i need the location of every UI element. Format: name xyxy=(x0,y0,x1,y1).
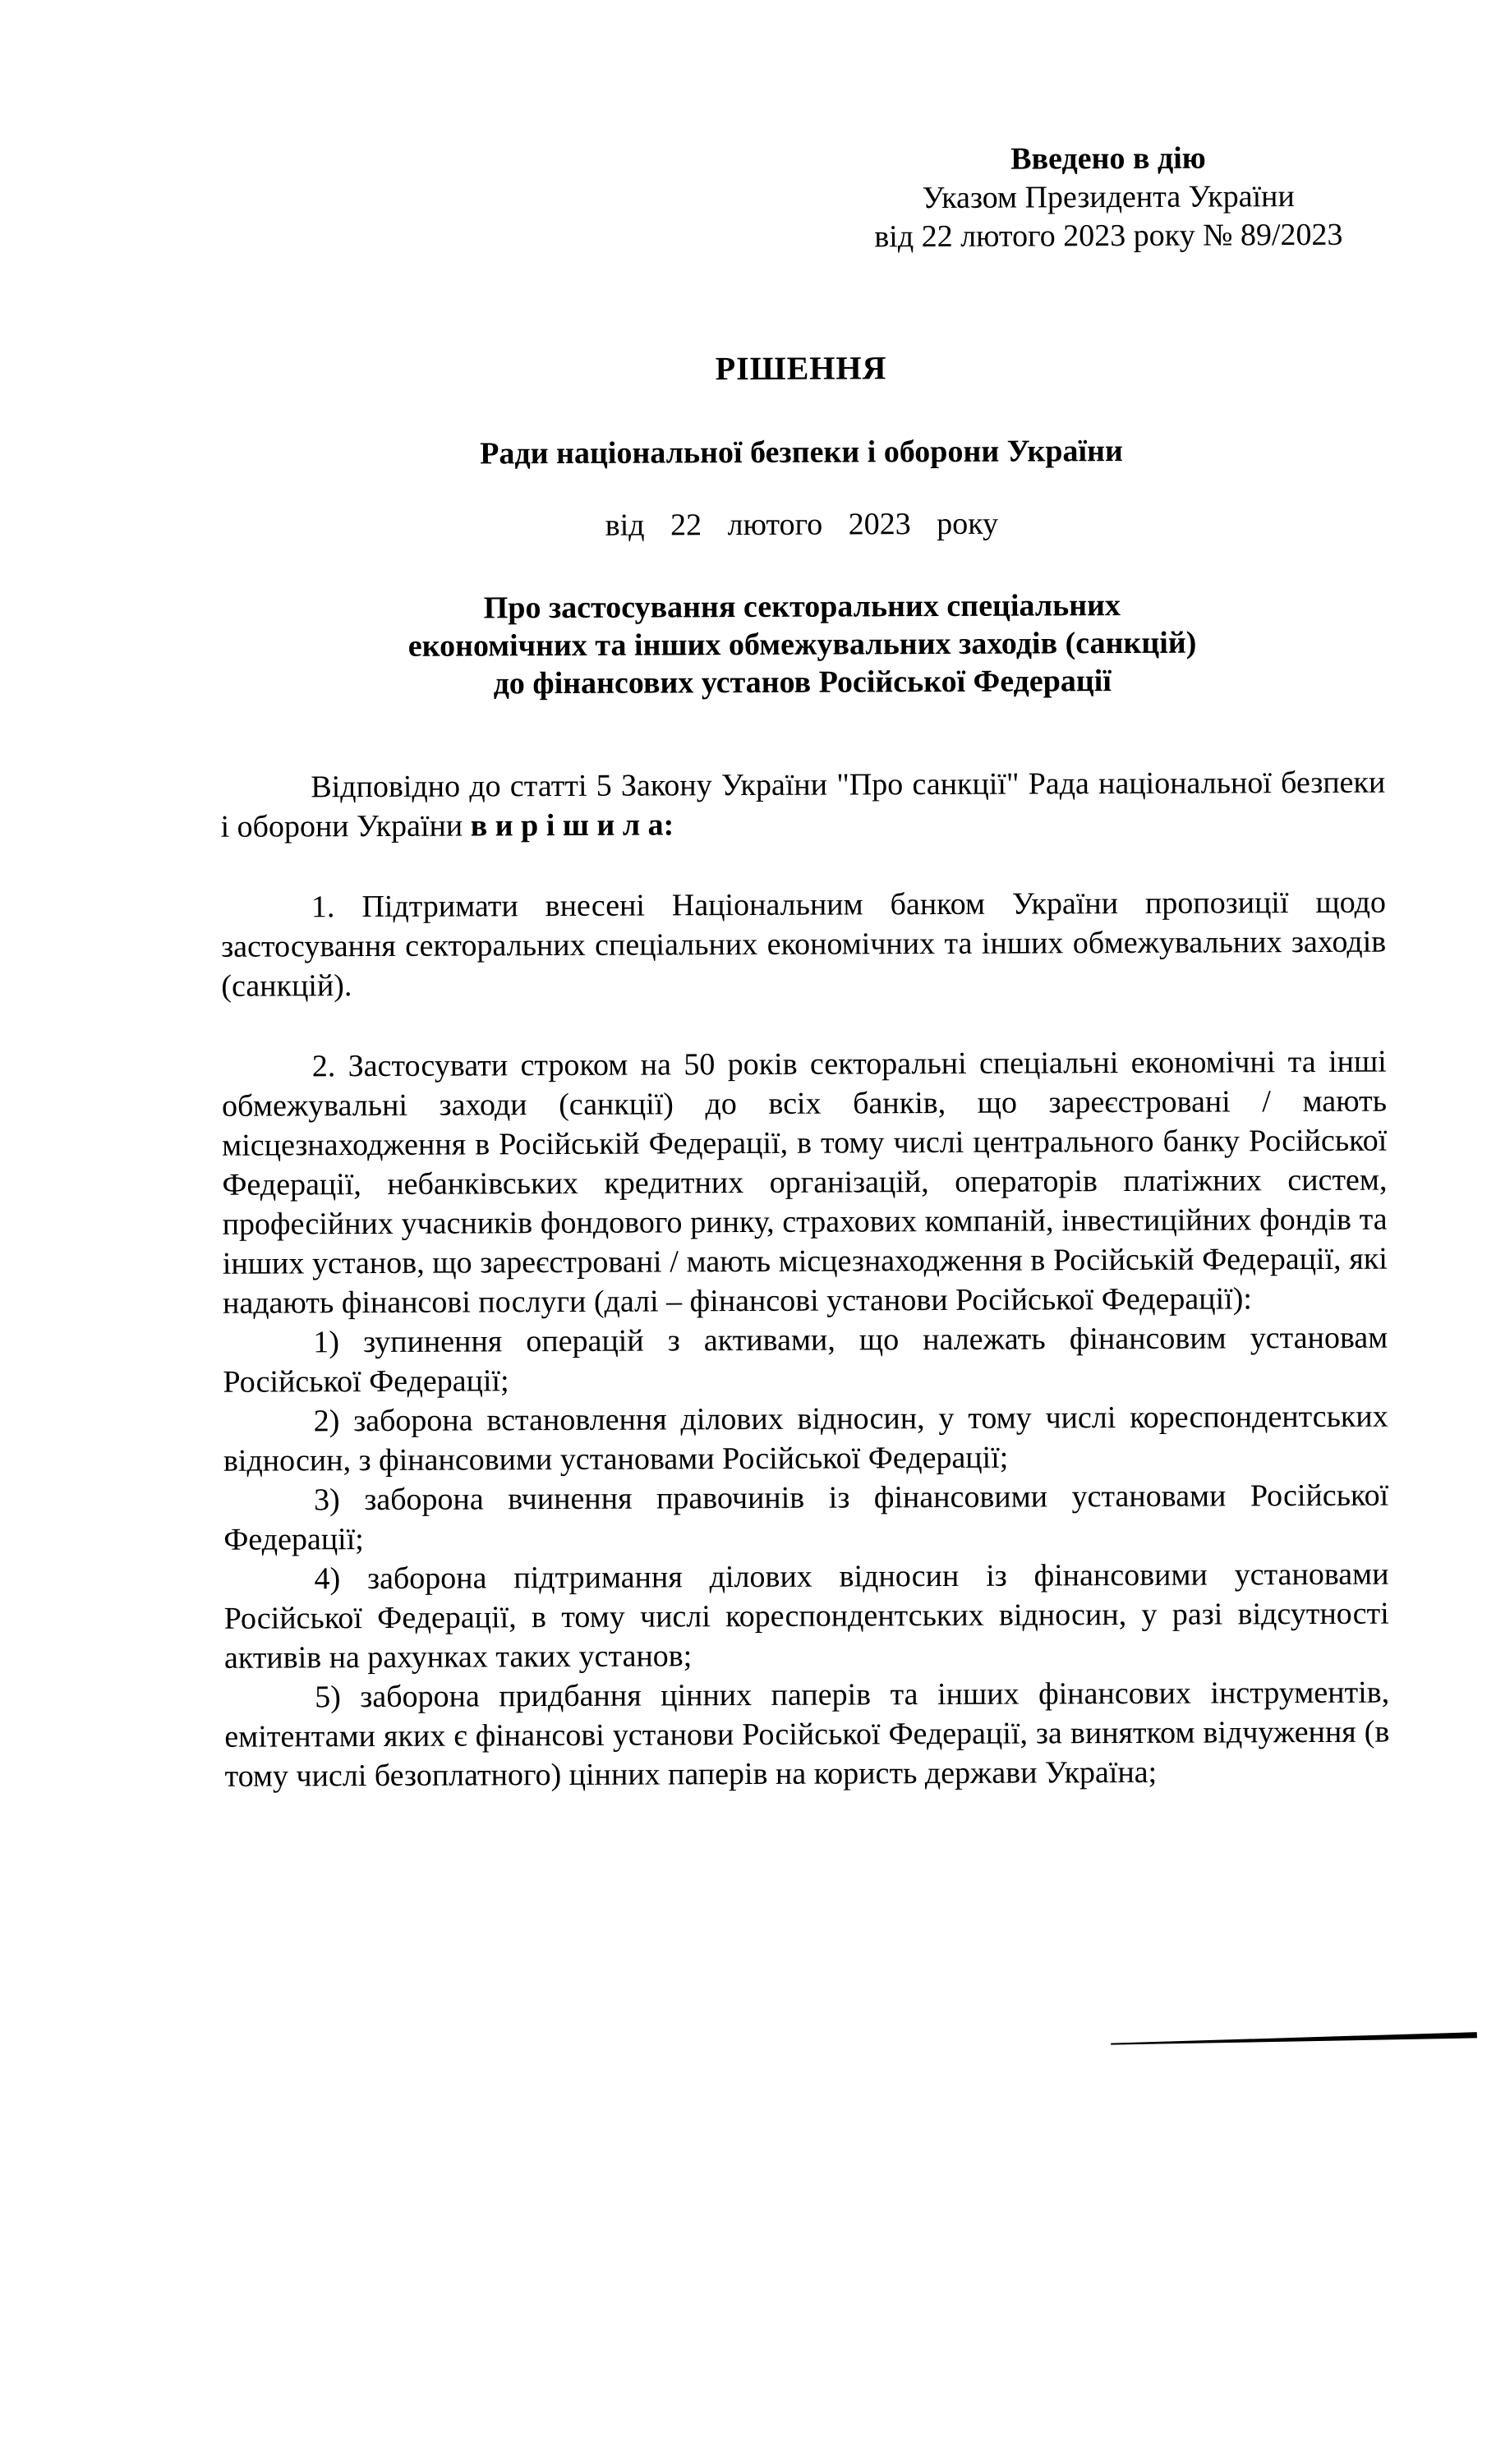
enactment-block xyxy=(837,139,1380,257)
intro-text: Відповідно до статті 5 Закону України "Про санкції" Рада національної безпеки і оборони України xyxy=(220,765,1386,844)
subject-line-3: до фінансових установ Російської Федерації xyxy=(493,664,1112,701)
enactment-line-1: Введено в дію xyxy=(1010,140,1206,177)
subject-line-1: Про застосування секторальних спеціальних xyxy=(483,588,1121,626)
enactment-line-2: Указом Президента України xyxy=(922,179,1295,216)
text-column xyxy=(217,0,1390,1796)
decision-date-line: від 22 лютого 2023 року xyxy=(605,506,999,543)
scan-line-artifact xyxy=(1111,2030,1477,2048)
subject-line-2: економічних та інших обмежувальних заходів (санкцій) xyxy=(407,625,1197,664)
subitem-3: 3) заборона вчинення правочинів із фінансовими установами Російської Федерації; xyxy=(223,1478,1389,1557)
subitem-1: 1) зупинення операцій з активами, що належать фінансовим установам Російської Федерації; xyxy=(223,1320,1388,1400)
subitem-2: 2) заборона встановлення ділових відносин, у тому числі кореспондентських відносин, з фінансовими установами Російської Федерації; xyxy=(223,1399,1388,1478)
item-2-paragraph: 2. Застосувати строком на 50 років секторальні спеціальні економічні та інші обмежувальні заходи (санкції) до всіх банків, що зареєстровані / мають місцезнаходження в Російській Федерації, в тому числі центрального банку Російської Федерації, небанківських кредитних організацій, операторів платіжних систем, професійних учасників фондового ринку, страхових компаній, інвестиційних фондів та інших установ, що зареєстровані / мають місцезнаходження в Російській Федерації, які надають фінансові послуги (далі – фінансові установи Російської Федерації): xyxy=(221,1044,1388,1321)
enactment-line-3: від 22 лютого 2023 року № 89/2023 xyxy=(874,217,1343,255)
subitem-4: 4) заборона підтримання ділових відносин із фінансовими установами Російської Федерації, в тому числі кореспондентських відносин, у разі відсутності активів на рахунках таких установ; xyxy=(223,1556,1389,1676)
resolved-word: в и р і ш и л а: xyxy=(470,807,674,844)
intro-paragraph xyxy=(220,763,1385,847)
subject-title xyxy=(219,586,1385,704)
document-type-title: РІШЕННЯ xyxy=(715,349,887,388)
item-1-paragraph: 1. Підтримати внесені Національним банком України пропозиції щодо застосування секторальних спеціальних економічних та інших обмежувальних заходів (санкцій). xyxy=(221,885,1387,1004)
issuing-authority: Ради національної безпеки і оборони України xyxy=(480,434,1123,471)
subitem-5: 5) заборона придбання цінних паперів та інших фінансових інструментів, емітентами яких є фінансові установи Російської Федерації, за винятком відчуження (в тому числі безоплатного) цінних паперів на користь держави Україна; xyxy=(224,1675,1390,1794)
